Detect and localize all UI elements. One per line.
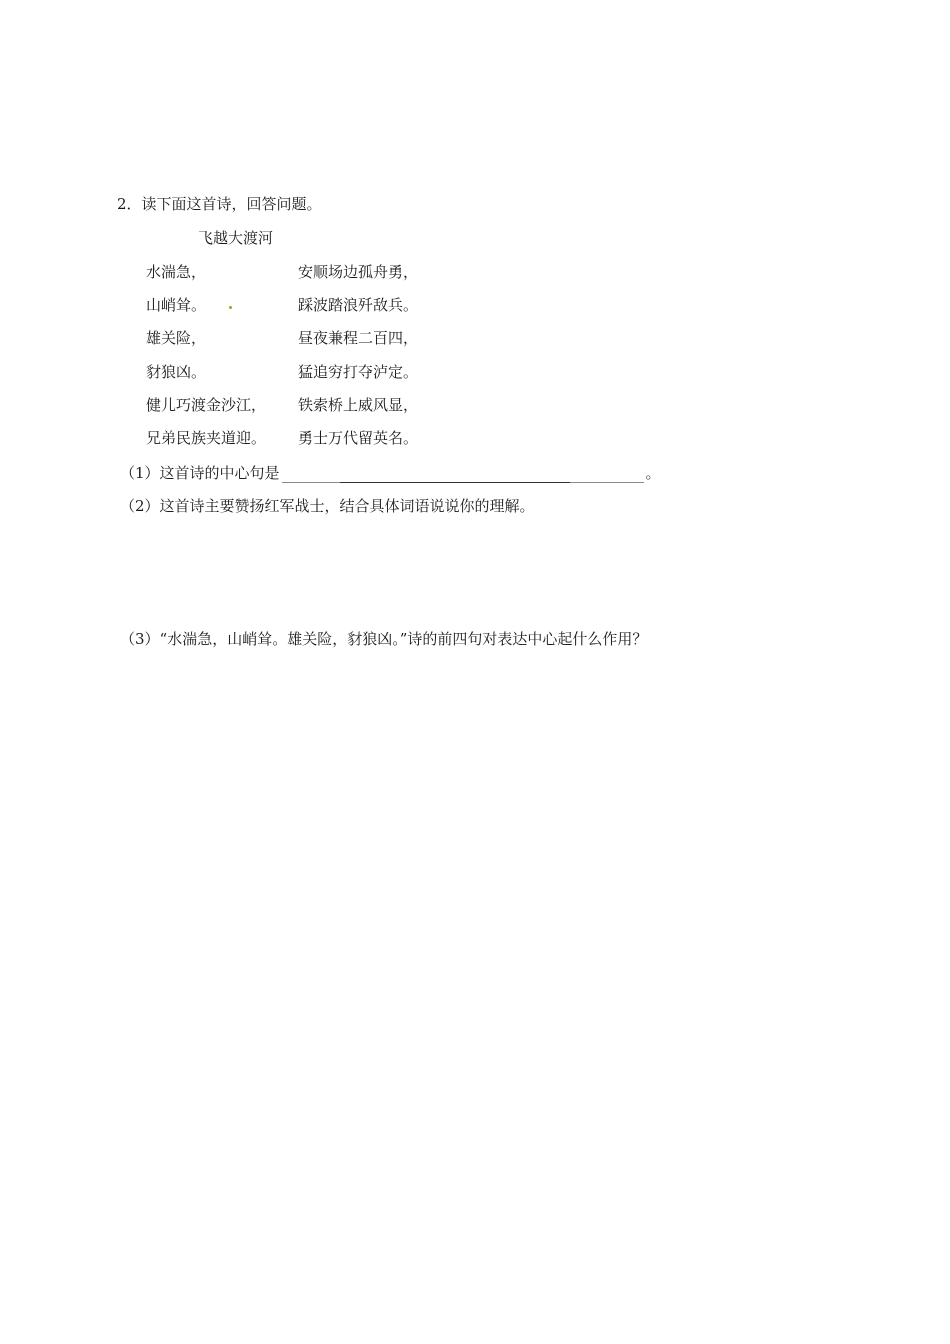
answer-blank-underline [340, 482, 570, 483]
poem-line-right-2: 踩波踏浪歼敌兵。 [298, 296, 419, 314]
poem-line-left-4: 豺狼凶。 [146, 363, 207, 381]
question-prompt: 2．读下面这首诗，回答问题。 [117, 195, 322, 213]
sub-question-3: （3）“水湍急，山峭耸。雄关险，豺狼凶。”诗的前四句对表达中心起什么作用？ [120, 630, 648, 648]
stray-dot [229, 306, 232, 309]
poem-line-left-3: 雄关险， [146, 329, 207, 347]
answer-blank[interactable] [282, 466, 644, 483]
sub-question-1-end: 。 [645, 464, 661, 482]
poem-line-right-5: 铁索桥上威风显， [298, 396, 419, 414]
sub-question-2: （2）这首诗主要赞扬红军战士，结合具体词语说说你的理解。 [120, 497, 535, 515]
poem-line-right-3: 昼夜兼程二百四， [298, 329, 419, 347]
poem-line-left-2: 山峭耸。 [146, 296, 207, 314]
poem-line-right-1: 安顺场边孤舟勇， [298, 263, 419, 281]
sub-question-1-text: （1）这首诗的中心句是 [120, 464, 280, 482]
poem-line-left-1: 水湍急， [146, 263, 207, 281]
poem-title: 飞越大渡河 [198, 229, 274, 247]
poem-line-right-4: 猛追穷打夺泸定。 [298, 363, 419, 381]
poem-line-left-5: 健儿巧渡金沙江， [146, 396, 267, 414]
poem-line-left-6: 兄弟民族夹道迎。 [146, 429, 267, 447]
poem-line-right-6: 勇士万代留英名。 [298, 429, 419, 447]
sub-question-1 [120, 463, 661, 483]
